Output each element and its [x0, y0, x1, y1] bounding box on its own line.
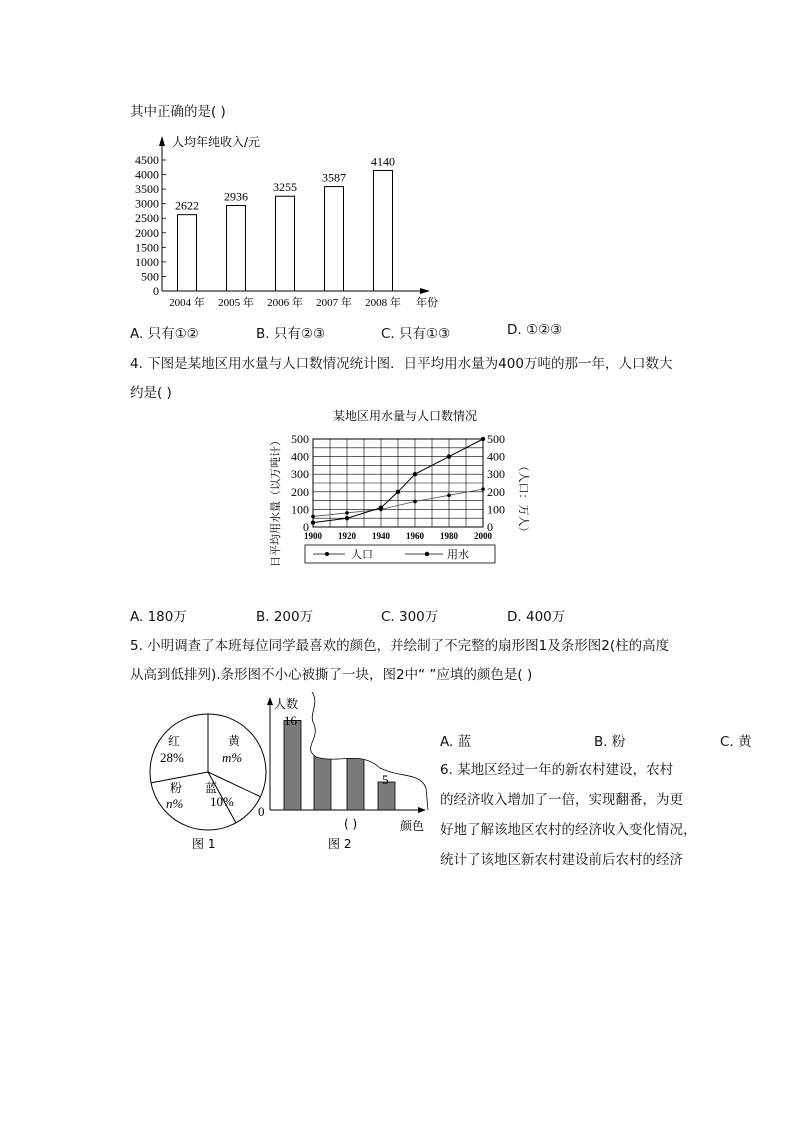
- water-xtick-label: 1960: [406, 531, 424, 541]
- income-bar: [276, 196, 295, 291]
- q6-line1: 6. 某地区经过一年的新农村建设，农村: [440, 762, 674, 778]
- pie-slice-yellow-label: m%: [222, 750, 243, 765]
- income-yticks: [135, 153, 166, 298]
- fig2-origin: 0: [258, 804, 265, 819]
- water-xtick-label: 1920: [338, 531, 356, 541]
- water-population-chart: [265, 405, 535, 575]
- income-bar-chart: [120, 130, 450, 315]
- q3-option-d[interactable]: D. ①②③: [507, 322, 563, 338]
- water-ylabel-left: 日平均用水量（以万吨计）: [269, 435, 282, 567]
- water-ytick-left: 500: [291, 432, 309, 446]
- legend-water: 用水: [447, 548, 469, 561]
- income-x-arrow: [420, 288, 430, 294]
- income-ytick-label: 1000: [135, 254, 159, 269]
- water-ytick-right: 100: [487, 502, 505, 517]
- fig2-bars: [284, 720, 395, 810]
- income-xtick-label: 2006 年: [267, 297, 303, 309]
- pie-slice-yellow-name: 黄: [228, 734, 241, 748]
- q4-option-d[interactable]: D. 400万: [507, 609, 566, 625]
- income-bar: [374, 170, 393, 291]
- q5-stem-line2: 从高到低排列).条形图不小心被撕了一块，图2中“ ”应填的颜色是( ): [130, 667, 533, 683]
- population-point: [447, 494, 451, 498]
- q6-line2: 的经济收入增加了一倍，实现翻番，为更: [440, 792, 683, 808]
- fig2-xlabel: 颜色: [400, 819, 425, 833]
- water-yticks-right: [487, 432, 505, 534]
- q6-line4: 统计了该地区新农村建设前后农村的经济: [440, 852, 683, 868]
- population-point: [481, 487, 485, 491]
- population-point: [311, 515, 315, 519]
- fig2-ylabel: 人数: [274, 697, 299, 711]
- income-xtick-label: 2004 年: [169, 297, 205, 309]
- legend-population-marker: [325, 552, 329, 556]
- q4-option-b[interactable]: B. 200万: [256, 609, 314, 625]
- water-ytick-left: 400: [291, 449, 309, 464]
- population-point: [413, 500, 417, 504]
- pie-slice-red-label: 28%: [160, 750, 184, 765]
- q4-stem-line2: 约是( ): [130, 385, 172, 401]
- fig2-x-arrow: [418, 807, 426, 813]
- water-xtick-label: 1980: [440, 531, 458, 541]
- water-point: [413, 472, 417, 476]
- q6-line3: 好地了解该地区农村的经济收入变化情况，: [440, 822, 697, 838]
- income-ytick-label: 1500: [135, 240, 159, 255]
- income-bar: [178, 215, 197, 291]
- bar-chart-figure2: [250, 692, 430, 857]
- pie-slice-pink-name: 粉: [170, 781, 183, 795]
- q3-option-c[interactable]: C. 只有①③: [381, 326, 451, 342]
- income-ytick-label: 2500: [135, 211, 159, 226]
- income-ytick-label: 4500: [135, 153, 159, 167]
- income-ytick-label: 3000: [135, 196, 159, 211]
- q4-stem-line1: 4. 下图是某地区用水量与人口数情况统计图．日平均用水量为400万吨的那一年，人口数大: [130, 356, 673, 372]
- fig2-y-arrow: [267, 697, 273, 705]
- q5-option-b[interactable]: B. 粉: [594, 734, 626, 750]
- income-bar-value: 3587: [322, 170, 346, 185]
- income-bar-value: 3255: [273, 180, 297, 195]
- income-ytick-label: 500: [141, 269, 159, 284]
- water-point: [379, 505, 383, 509]
- water-point: [311, 520, 315, 524]
- income-bar: [325, 187, 344, 291]
- income-bar: [227, 206, 246, 291]
- water-ylabel-right: （人口：万人）: [517, 460, 530, 538]
- water-xtick-label: 1940: [372, 531, 390, 541]
- water-ytick-right: 400: [487, 449, 505, 464]
- water-ytick-left: 200: [291, 484, 309, 499]
- income-ytick-label: 0: [153, 284, 159, 298]
- q5-option-a[interactable]: A. 蓝: [440, 734, 472, 750]
- q4-option-a[interactable]: A. 180万: [130, 609, 187, 625]
- water-ytick-left: 300: [291, 467, 309, 482]
- water-ytick-right: 0: [487, 520, 493, 534]
- fig2-bar: [284, 720, 301, 810]
- income-bar-value: 2936: [224, 189, 248, 204]
- water-ytick-right: 500: [487, 432, 505, 446]
- income-xtick-label: 2008 年: [365, 297, 401, 309]
- fig2-bar: [314, 748, 331, 810]
- income-xlabel: 年份: [416, 296, 438, 309]
- income-xtick-label: 2005 年: [218, 297, 254, 309]
- water-xtick-label: 1900: [304, 531, 322, 541]
- income-bar-value: 4140: [371, 154, 395, 169]
- water-point: [447, 454, 451, 458]
- water-yticks-left: [291, 432, 309, 534]
- q5-stem-line1: 5. 小明调查了本班每位同学最喜欢的颜色，并绘制了不完整的扇形图1及条形图2(柱的高度: [130, 638, 670, 654]
- income-xticks: [169, 295, 401, 309]
- pie-slice-blue-name: 蓝: [205, 781, 218, 795]
- water-ytick-left: 0: [303, 520, 309, 534]
- pie-slice-blue-label: 10%: [210, 794, 234, 809]
- water-chart-title: 某地区用水量与人口数情况: [332, 409, 478, 423]
- water-point: [345, 516, 349, 520]
- water-point: [481, 437, 485, 441]
- fig2-caption: 图 2: [328, 837, 352, 851]
- income-bar-value: 2622: [175, 198, 199, 213]
- q3-option-b[interactable]: B. 只有②③: [256, 326, 326, 342]
- water-ytick-left: 100: [291, 502, 309, 517]
- fig2-value-5: 5: [382, 772, 389, 787]
- water-legend: [305, 545, 495, 563]
- fig2-blank-label: ( ): [344, 817, 358, 831]
- water-ytick-right: 200: [487, 484, 505, 499]
- income-ytick-label: 3500: [135, 182, 159, 197]
- population-point: [345, 511, 349, 515]
- fig2-value-16: 16: [284, 713, 297, 728]
- q4-option-c[interactable]: C. 300万: [381, 609, 439, 625]
- q5-option-c[interactable]: C. 黄: [720, 734, 752, 750]
- pie-slice-red-name: 红: [168, 734, 181, 748]
- income-ylabel: 人均年纯收入/元: [172, 135, 261, 149]
- income-y-arrow: [159, 136, 165, 146]
- legend-population: 人口: [351, 548, 373, 561]
- income-ytick-label: 4000: [135, 167, 159, 182]
- water-point: [396, 490, 400, 494]
- q3-option-a[interactable]: A. 只有①②: [130, 326, 199, 342]
- fig2-bar: [347, 754, 364, 810]
- income-xtick-label: 2007 年: [316, 297, 352, 309]
- pie-caption: 图 1: [192, 837, 216, 851]
- income-ytick-label: 2000: [135, 225, 159, 240]
- q3-stem: 其中正确的是( ): [130, 104, 226, 120]
- water-xtick-label: 2000: [474, 531, 492, 541]
- pie-slice-pink-label: n%: [166, 796, 184, 811]
- water-ytick-right: 300: [487, 467, 505, 482]
- water-xticks: [304, 531, 493, 541]
- legend-water-marker: [425, 552, 429, 556]
